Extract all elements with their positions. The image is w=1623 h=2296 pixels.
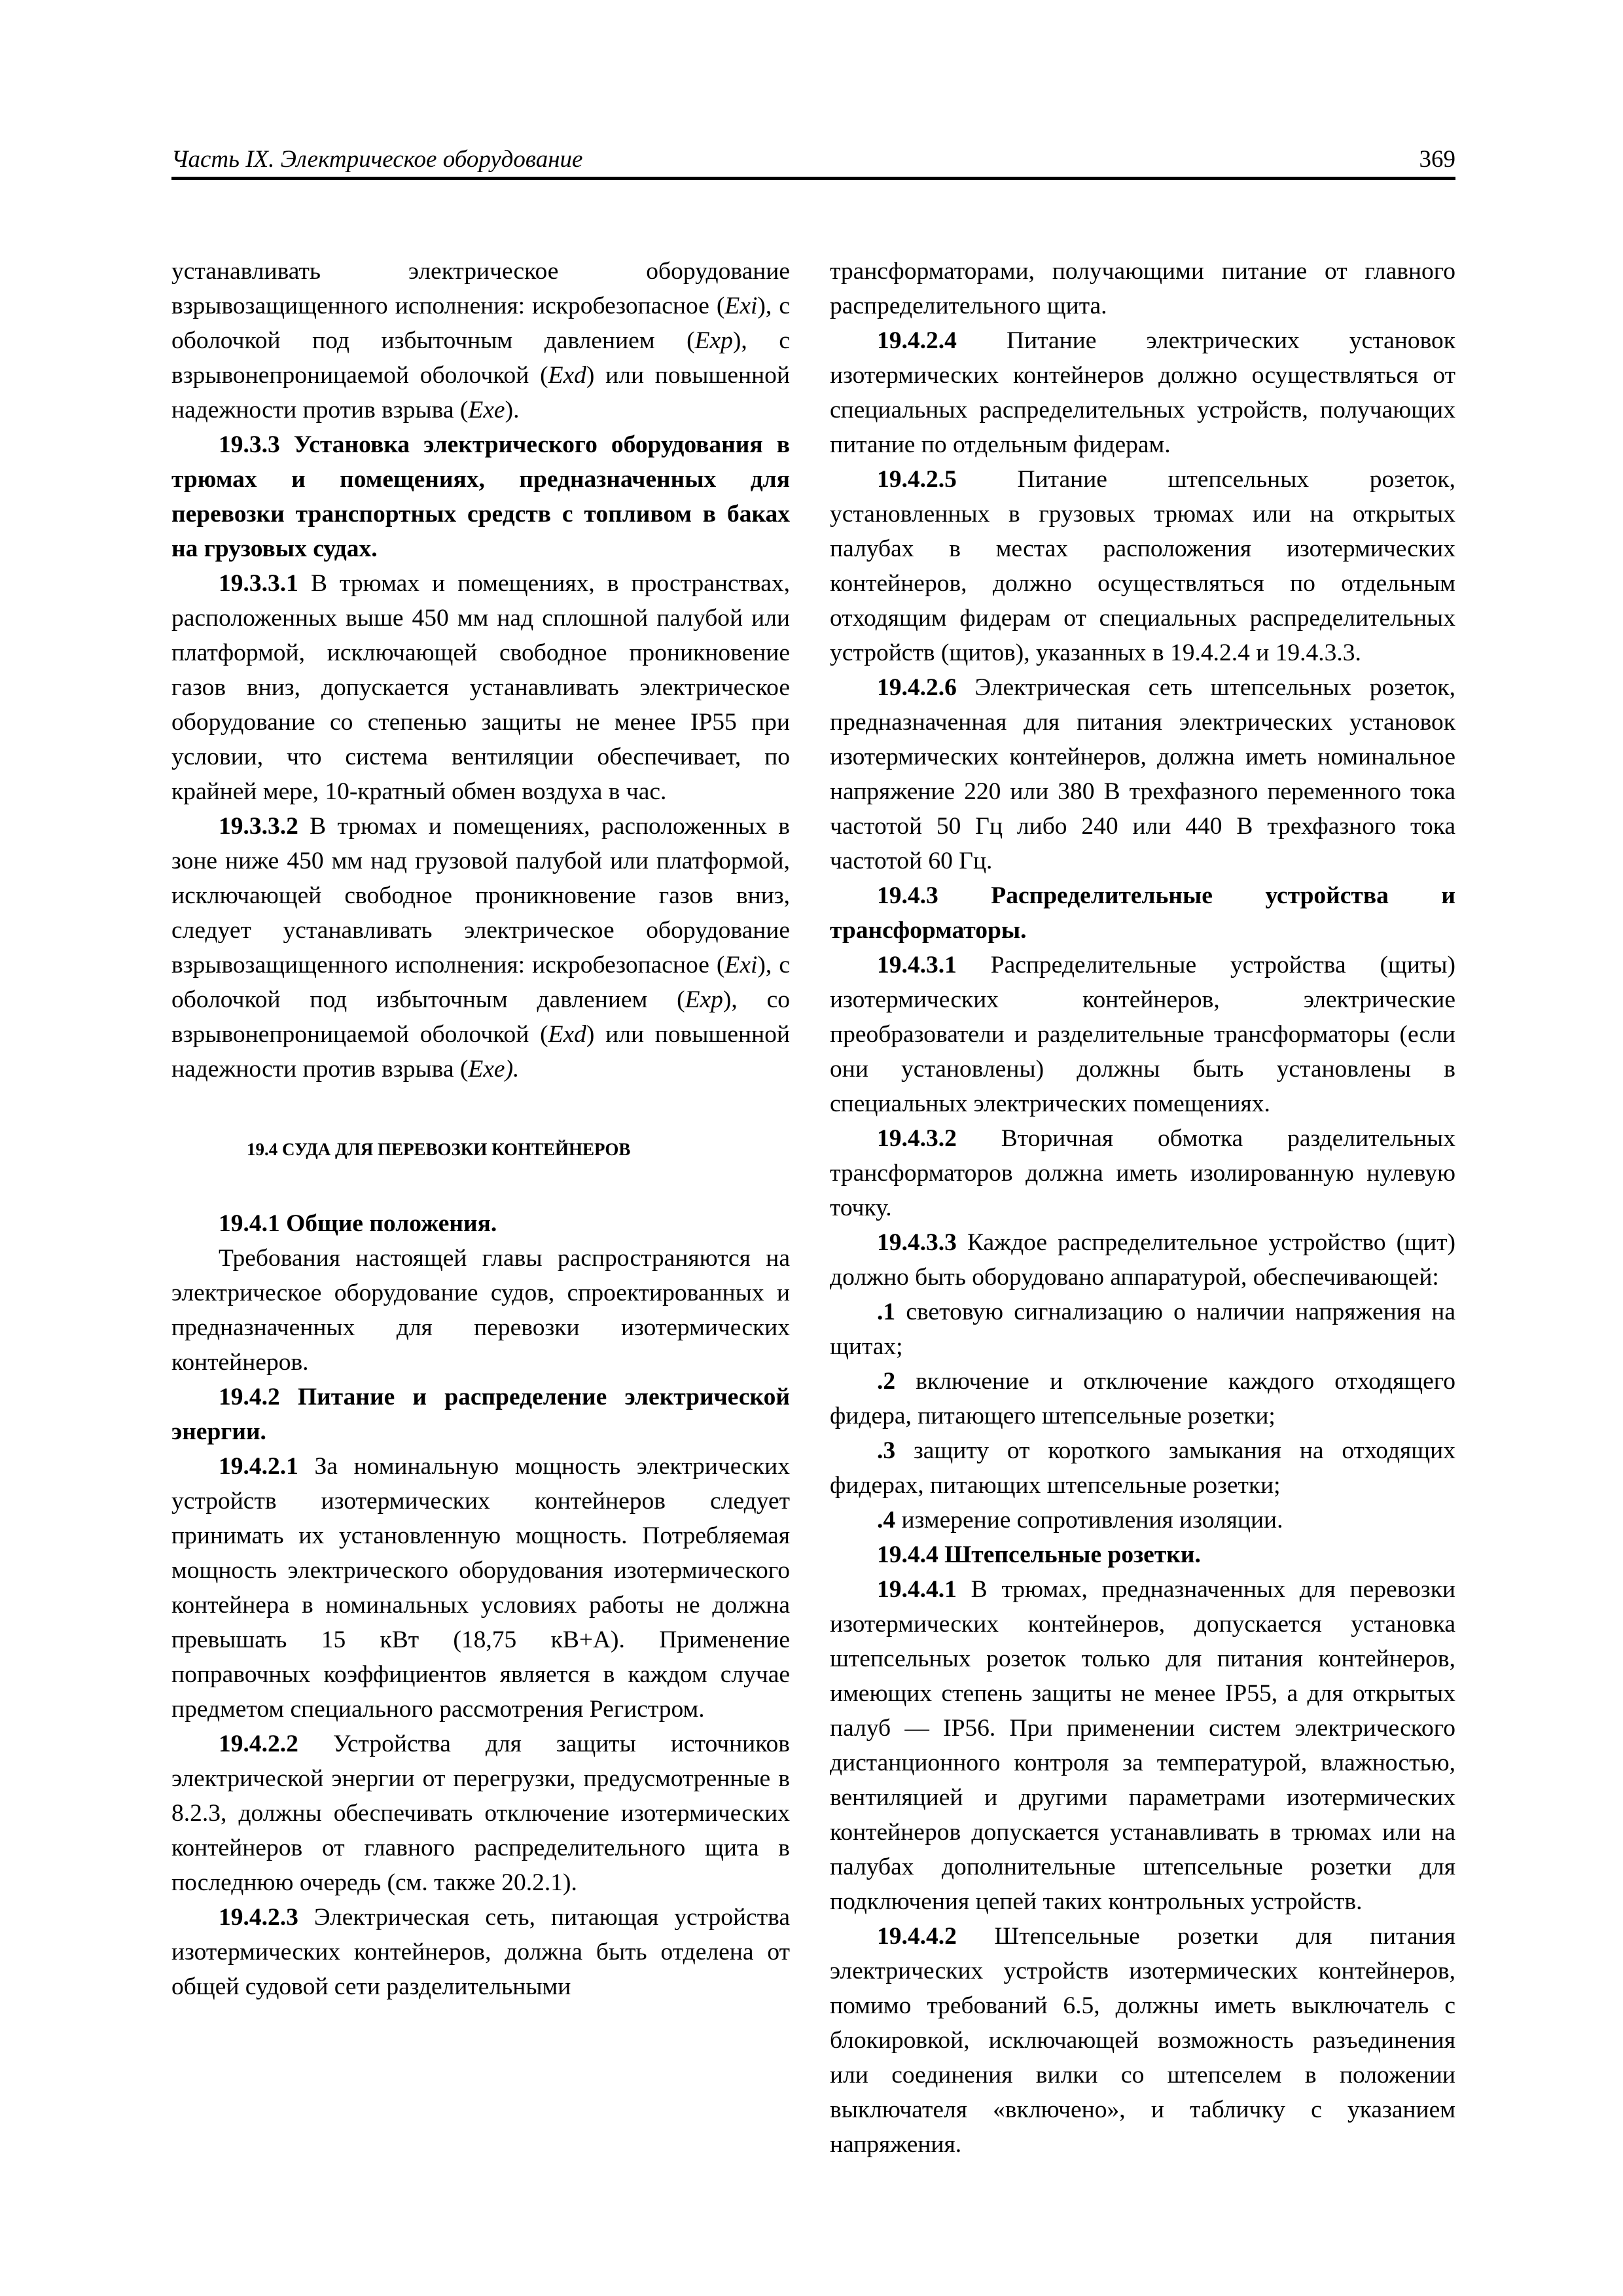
paragraph-19-4-3-3: 19.4.3.3 Каждое распределительное устройство (щит) должно быть оборудовано аппаратурой, обеспечивающей: [830,1229,1455,1291]
paragraph-19-4-4-2: 19.4.4.2 Штепсельные розетки для питания электрических устройств изотермических контейнеров, помимо требований 6.5, должны иметь выключатель с блокировкой, исключающей возможность разъединения или соединения вилки со штепселем в положении выключателя «включено», и табличку с указанием напряжения. [830,1923,1455,2158]
heading-19-3-3: 19.3.3 Установка электрического оборудования в трюмах и помещениях, предназначенных для перевозки транспортных средств с топливом в баках на грузовых судах. [171,431,790,562]
list-item: .2 включение и отключение каждого отходящего фидера, питающего штепсельные розетки; [830,1368,1455,1429]
paragraph-19-4-2-1: 19.4.2.1 За номинальную мощность электрических устройств изотермических контейнеров следует принимать их установленную мощность. Потребляемая мощность электрического оборудования изотермического контейнера в номинальных условиях работы не должна превышать 15 кВт (18,75 кВ+А). Применение поправочных коэффициентов является в каждом случае предметом специального рассмотрения Регистром. [171,1453,790,1723]
paragraph-19-4-2-5: 19.4.2.5 Питание штепсельных розеток, установленных в грузовых трюмах или на открытых палубах в местах расположения изотермических контейнеров, должно осуществляться по отдельным отходящим фидерам от специальных распределительных устройств (щитов), указанных в 19.4.2.4 и 19.4.3.3. [830,466,1455,666]
list-item: .1 световую сигнализацию о наличии напряжения на щитах; [830,1299,1455,1360]
paragraph-19-4-3-2: 19.4.3.2 Вторичная обмотка разделительных трансформаторов должна иметь изолированную нулевую точку. [830,1125,1455,1221]
left-column [171,254,790,2004]
paragraph-19-4-4-1: 19.4.4.1 В трюмах, предназначенных для перевозки изотермических контейнеров, допускается установка штепсельных розеток только для питания контейнеров, имеющих степень защиты не менее IP55, а для открытых палуб — IP56. При применении систем электрического дистанционного контроля за температурой, влажностью, вентиляцией и другими параметрами изотермических контейнеров допускается устанавливать в трюмах или на палубах дополнительные штепсельные розетки для подключения цепей таких контрольных устройств. [830,1576,1455,1915]
paragraph: устанавливать электрическое оборудование взрывозащищенного исполнения: искробезопасное (Exi), с оболочкой под избыточным давлением (Exp), с взрывонепроницаемой оболочкой (Exd) или повышенной надежности против взрыва (Exe). [171,258,790,423]
paragraph-continued: трансформаторами, получающими питание от главного распределительного щита. [830,258,1455,319]
paragraph-19-4-2-2: 19.4.2.2 Устройства для защиты источников электрической энергии от перегрузки, предусмотренные в 8.2.3, должны обеспечивать отключение изотермических контейнеров от главного распределительного щита в последнюю очередь (см. также 20.2.1). [171,1731,790,1896]
paragraph-19-4-2-3: 19.4.2.3 Электрическая сеть, питающая устройства изотермических контейнеров, должна быть отделена от общей судовой сети разделительными [171,1904,790,2000]
page-header [171,145,1455,174]
running-title: Часть IX. Электрическое оборудование [171,146,583,173]
heading-19-4-1: 19.4.1 Общие положения. [219,1210,497,1237]
heading-19-4-4: 19.4.4 Штепсельные розетки. [877,1541,1201,1568]
page-number: 369 [1419,146,1455,173]
list-item: .4 измерение сопротивления изоляции. [877,1507,1283,1534]
paragraph-19-3-3-2: 19.3.3.2 В трюмах и помещениях, расположенных в зоне ниже 450 мм над грузовой палубой или платформой, исключающей свободное проникновение газов вниз, следует устанавливать электрическое оборудование взрывозащищенного исполнения: искробезопасное (Exi), с оболочкой под избыточным давлением (Exp), со взрывонепроницаемой оболочкой (Exd) или повышенной надежности против взрыва (Exe). [171,813,790,1083]
list-item: .3 защиту от короткого замыкания на отходящих фидерах, питающих штепсельные розетки; [830,1437,1455,1499]
section-title-19-4: 19.4 СУДА ДЛЯ ПЕРЕВОЗКИ КОНТЕЙНЕРОВ [247,1139,631,1159]
paragraph-19-4-1: Требования настоящей главы распространяются на электрическое оборудование судов, спроектированных и предназначенных для перевозки изотермических контейнеров. [171,1245,790,1376]
heading-19-4-3: 19.4.3 Распределительные устройства и трансформаторы. [830,882,1455,944]
header-rule [171,177,1455,180]
right-column [830,254,1455,2162]
heading-19-4-2: 19.4.2 Питание и распределение электрической энергии. [171,1384,790,1445]
paragraph-19-4-2-6: 19.4.2.6 Электрическая сеть штепсельных розеток, предназначенная для питания электрических установок изотермических контейнеров, должна иметь номинальное напряжение 220 или 380 В трехфазного переменного тока частотой 50 Гц либо 240 или 440 В трехфазного тока частотой 60 Гц. [830,674,1455,874]
paragraph-19-4-3-1: 19.4.3.1 Распределительные устройства (щиты) изотермических контейнеров, электрические преобразователи и разделительные трансформаторы (если они установлены) должны быть установлены в специальных электрических помещениях. [830,952,1455,1117]
paragraph-19-3-3-1: 19.3.3.1 В трюмах и помещениях, в пространствах, расположенных выше 450 мм над сплошной палубой или платформой, исключающей свободное проникновение газов вниз, допускается устанавливать электрическое оборудование со степенью защиты не менее IP55 при условии, что система вентиляции обеспечивает, по крайней мере, 10-кратный обмен воздуха в час. [171,570,790,805]
paragraph-19-4-2-4: 19.4.2.4 Питание электрических установок изотермических контейнеров должно осуществляться от специальных распределительных устройств, получающих питание по отдельным фидерам. [830,327,1455,458]
